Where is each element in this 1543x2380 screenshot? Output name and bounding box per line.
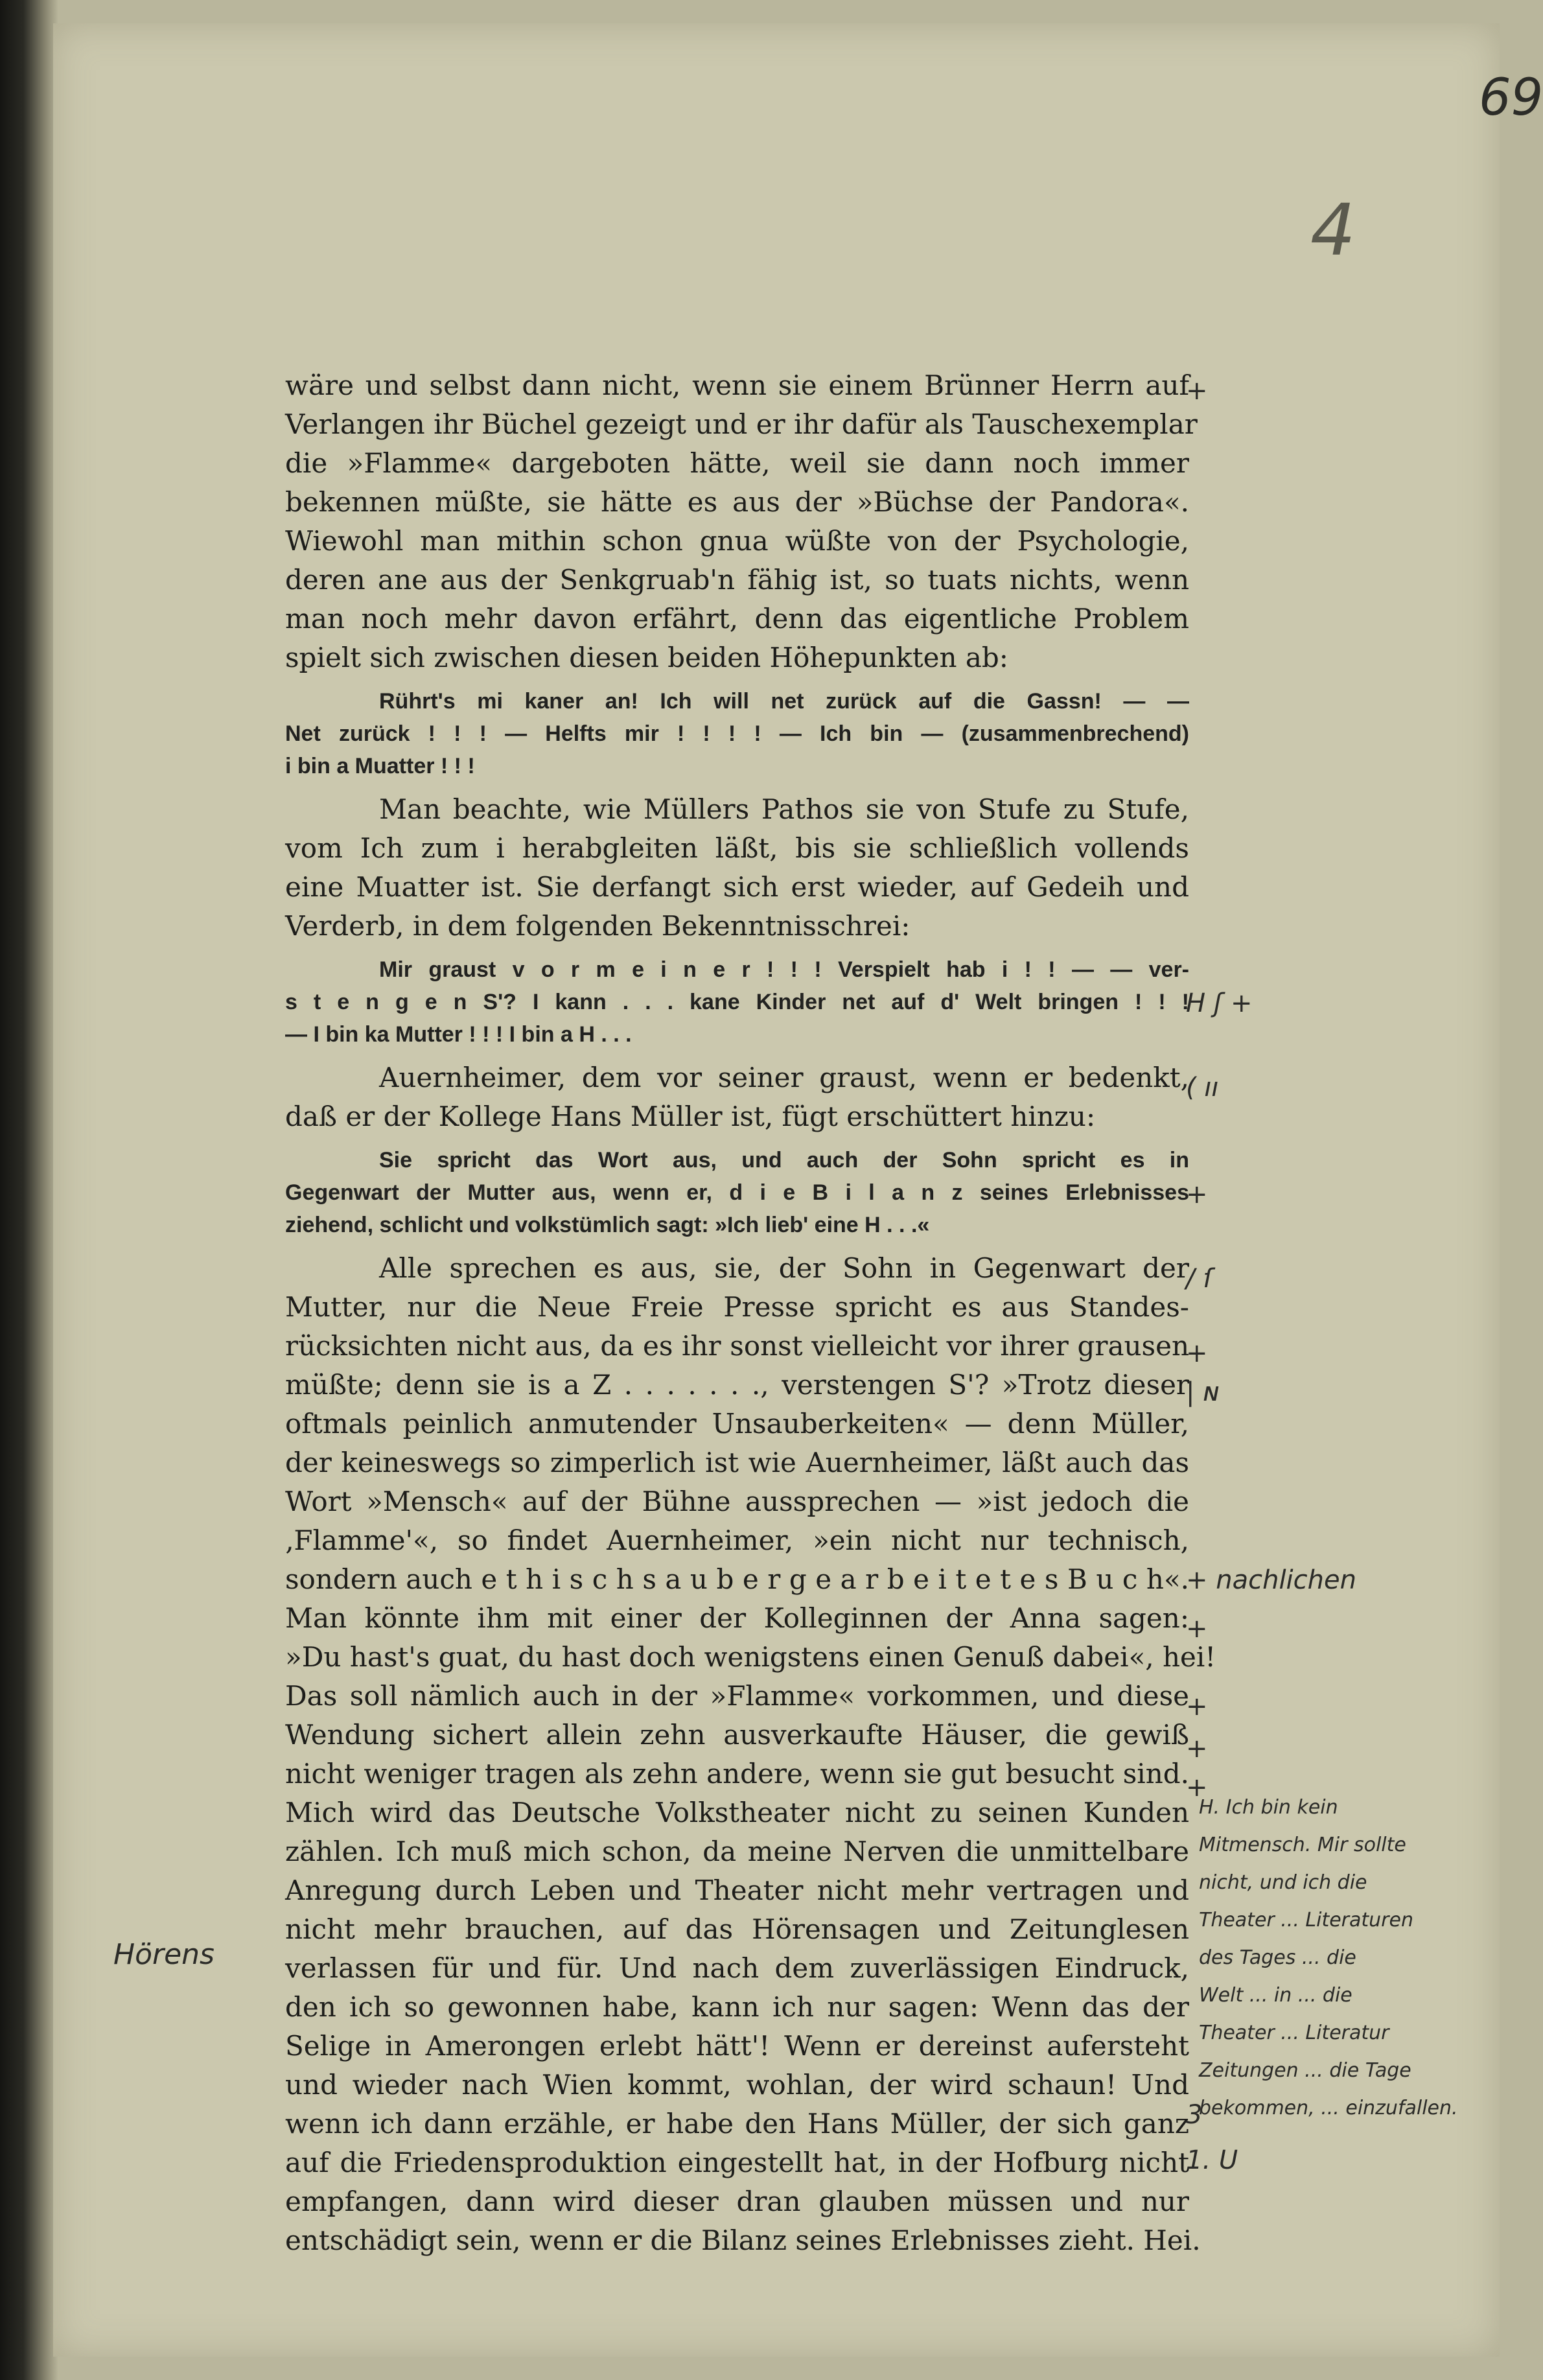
note-line: Zeitungen ... die Tage — [1199, 2059, 1411, 2082]
margin-correction-mark: 1. U — [1186, 2145, 1238, 2175]
book-binding-edge — [0, 0, 58, 2380]
text-line: der keineswegs so zimperlich ist wie Auernheimer, läßt auch das — [285, 1447, 1189, 1478]
text-line: ‚Flamme'«, so findet Auernheimer, »ein nicht nur technisch, — [285, 1524, 1189, 1556]
text-line: Wiewohl man mithin schon gnua wüßte von der Psychologie, — [285, 525, 1189, 557]
note-line: Theater ... Literatur — [1199, 2022, 1389, 2044]
note-line: Welt ... in ... die — [1199, 1984, 1352, 2007]
text-line: wenn ich dann erzähle, er habe den Hans Müller, der sich ganz — [285, 2108, 1189, 2140]
text-line: verlassen für und für. Und nach dem zuverlässigen Eindruck, — [285, 1952, 1189, 1984]
text-line: oftmals peinlich anmutender Unsauberkeiten« — denn Müller, — [285, 1408, 1189, 1440]
margin-correction-mark: + — [1186, 376, 1208, 406]
quote-line: Rührt's mi kaner an! Ich will net zurück auf die Gassn! — — — [379, 689, 1189, 714]
note-line: nicht, und ich die — [1199, 1871, 1367, 1894]
quote-line: s t e n g e n S'? I kann . . . kane Kinder net auf d' Welt bringen ! ! ! — [285, 990, 1189, 1014]
margin-correction-mark: + — [1186, 1692, 1208, 1721]
text-line: Auernheimer, dem vor seiner graust, wenn er bedenkt, — [379, 1062, 1189, 1093]
page-number: 69 — [1479, 69, 1543, 127]
text-line: Wendung sichert allein zehn ausverkaufte Häuser, die gewiß — [285, 1719, 1189, 1751]
quote-line: Net zurück ! ! ! — Helfts mir ! ! ! ! — Ich bin — (zusammenbrechend) — [285, 721, 1189, 746]
text-line: daß er der Kollege Hans Müller ist, fügt erschüttert hinzu: — [285, 1101, 1096, 1132]
text-line: »Du hast's guat, du hast doch wenigstens einen Genuß dabei«, hei! — [285, 1641, 1216, 1673]
left-margin-note: Hörens — [113, 1938, 215, 1971]
text-line: nicht weniger tragen als zehn andere, wenn sie gut besucht sind. — [285, 1758, 1189, 1790]
text-line: deren ane aus der Senkgruab'n fähig ist, so tuats nichts, wenn — [285, 564, 1189, 596]
text-line: Selige in Amerongen erlebt hätt'! Wenn er dereinst aufersteht — [285, 2030, 1189, 2062]
text-line: die »Flamme« dargeboten hätte, weil sie dann noch immer — [285, 447, 1189, 479]
text-line: Verlangen ihr Büchel gezeigt und er ihr dafür als Tauschexemplar — [285, 408, 1198, 440]
text-line: rücksichten nicht aus, da es ihr sonst vielleicht vor ihrer grausen — [285, 1330, 1189, 1362]
note-line: Theater ... Literaturen — [1199, 1909, 1413, 1931]
margin-correction-mark: ( ıı — [1186, 1073, 1219, 1102]
margin-correction-mark: + — [1186, 1338, 1208, 1368]
text-line: entschädigt sein, wenn er die Bilanz seines Erlebnisses zieht. Hei. — [285, 2224, 1201, 2256]
text-line: Das soll nämlich auch in der »Flamme« vorkommen, und diese — [285, 1680, 1189, 1712]
margin-correction-mark: | ɴ — [1186, 1377, 1220, 1407]
text-line: und wieder nach Wien kommt, wohlan, der wird schaun! Und — [285, 2069, 1189, 2101]
text-line: Anregung durch Leben und Theater nicht mehr vertragen und — [285, 1874, 1189, 1906]
text-line: Mutter, nur die Neue Freie Presse spricht es aus Standes- — [285, 1291, 1189, 1323]
margin-correction-mark: 3 — [1186, 2100, 1203, 2130]
handwritten-note-block — [1199, 1789, 1484, 2127]
quote-line: Sie spricht das Wort aus, und auch der Sohn spricht es in — [379, 1148, 1189, 1172]
text-line: Mich wird das Deutsche Volkstheater nicht zu seinen Kunden — [285, 1797, 1189, 1828]
margin-correction-mark: H ʃ + — [1186, 988, 1253, 1018]
margin-correction-mark: + — [1186, 1734, 1208, 1764]
quote-line: — I bin ka Mutter ! ! ! I bin a H . . . — [285, 1022, 632, 1047]
text-line: man noch mehr davon erfährt, denn das eigentliche Problem — [285, 603, 1189, 635]
note-line: Mitmensch. Mir sollte — [1199, 1834, 1406, 1856]
quote-line: ziehend, schlicht und volkstümlich sagt: »Ich lieb' eine H . . .« — [285, 1213, 930, 1237]
text-line: sondern auch e t h i s c h s a u b e r g e a r b e i t e t e s B u c h«. — [285, 1563, 1189, 1595]
text-line: empfangen, dann wird dieser dran glauben müssen und nur — [285, 2186, 1189, 2217]
text-line: Verderb, in dem folgenden Bekenntnisschrei: — [285, 910, 911, 942]
margin-correction-mark: + — [1186, 1614, 1208, 1644]
text-line: Man könnte ihm mit einer der Kolleginnen der Anna sagen: — [285, 1602, 1189, 1634]
quote-line: Gegenwart der Mutter aus, wenn er, d i e B i l a n z seines Erlebnisses — [285, 1180, 1189, 1205]
text-line: spielt sich zwischen diesen beiden Höhepunkten ab: — [285, 642, 1008, 673]
margin-correction-mark: + nachlichen — [1186, 1565, 1356, 1595]
text-line: Alle sprechen es aus, sie, der Sohn in Gegenwart der — [379, 1252, 1189, 1284]
quote-line: Mir graust v o r m e i n e r ! ! ! Verspielt hab i ! ! — — ver- — [379, 957, 1189, 982]
text-line: vom Ich zum i herabgleiten läßt, bis sie schließlich vollends — [285, 832, 1189, 864]
margin-correction-mark: + — [1186, 1180, 1208, 1209]
text-line: nicht mehr brauchen, auf das Hörensagen und Zeitunglesen — [285, 1913, 1189, 1945]
text-line: zählen. Ich muß mich schon, da meine Nerven die unmittelbare — [285, 1836, 1189, 1867]
text-line: Man beachte, wie Müllers Pathos sie von Stufe zu Stufe, — [379, 793, 1189, 825]
text-line: bekennen müßte, sie hätte es aus der »Büchse der Pandora«. — [285, 486, 1189, 518]
note-line: des Tages ... die — [1199, 1946, 1356, 1969]
text-line: müßte; denn sie is a Z . . . . . . ., verstengen S'? »Trotz dieser — [285, 1369, 1189, 1401]
pencil-sheet-mark: 4 — [1310, 189, 1356, 272]
text-line: eine Muatter ist. Sie derfangt sich erst wieder, auf Gedeih und — [285, 871, 1189, 903]
margin-correction-mark: / ſ — [1186, 1264, 1212, 1294]
text-line: auf die Friedensproduktion eingestellt hat, in der Hofburg nicht — [285, 2147, 1189, 2178]
quote-line: i bin a Muatter ! ! ! — [285, 754, 475, 778]
margin-correction-mark: + — [1186, 1773, 1208, 1802]
text-line: wäre und selbst dann nicht, wenn sie einem Brünner Herrn auf — [285, 369, 1189, 401]
note-line: H. Ich bin kein — [1199, 1796, 1338, 1819]
text-line: den ich so gewonnen habe, kann ich nur sagen: Wenn das der — [285, 1991, 1189, 2023]
text-line: Wort »Mensch« auf der Bühne aussprechen — »ist jedoch die — [285, 1486, 1189, 1517]
note-line: bekommen, ... einzufallen. — [1199, 2097, 1458, 2119]
